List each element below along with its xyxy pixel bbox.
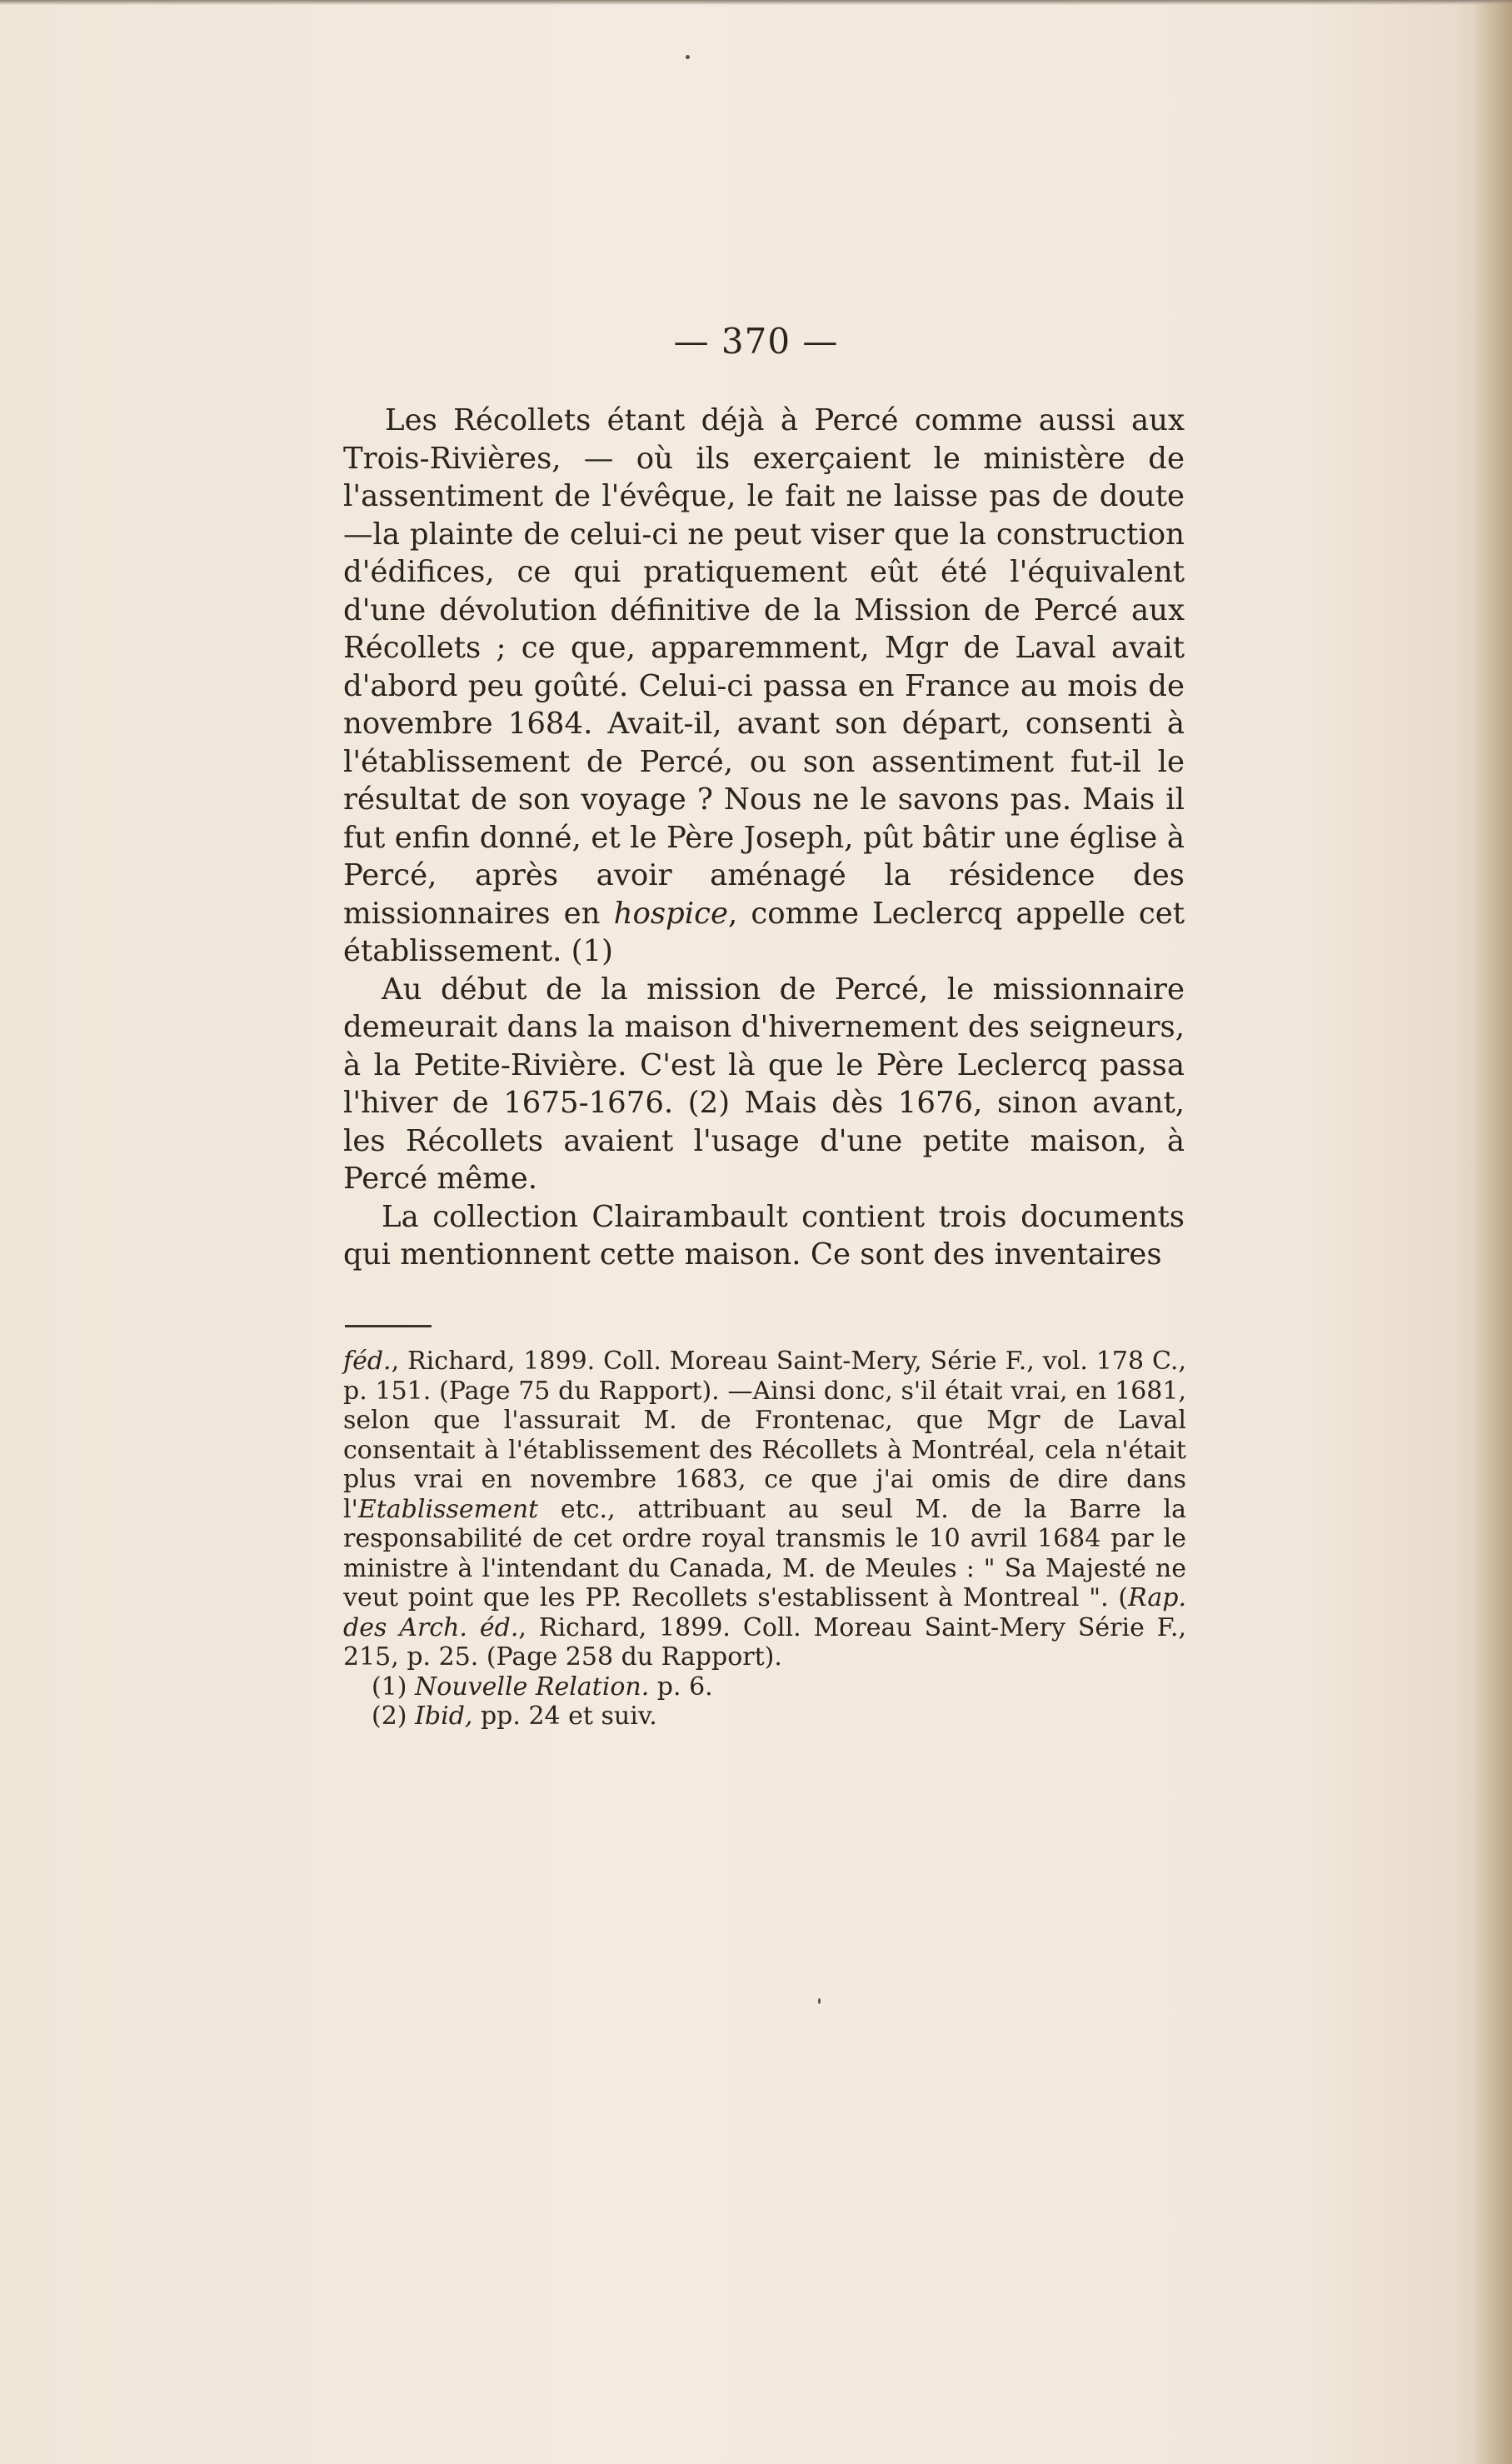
footnote-1 xyxy=(343,1672,1186,1702)
page-right-edge xyxy=(1472,0,1512,2464)
italic-term: Ibid, xyxy=(415,1702,473,1731)
italic-term: Nouvelle Relation. xyxy=(415,1672,650,1702)
footnotes xyxy=(343,1347,1186,1732)
italic-term: Rap. des Arch. éd. xyxy=(343,1583,1186,1642)
footnote-text: , Richard, 1899. Coll. Moreau Saint-Mery Série F., 215, p. 25. (Page 258 du Rapport). xyxy=(343,1612,1186,1672)
italic-term: Etablissement xyxy=(357,1494,539,1524)
italic-term: hospice xyxy=(613,896,729,931)
ink-speck xyxy=(818,1998,821,2004)
ink-speck xyxy=(686,55,690,59)
page-number: — 370 — xyxy=(673,321,839,362)
footnote-text: , Richard, 1899. Coll. Moreau Saint-Mery, Série F., vol. 178 C., p. 151. (Page 75 du Rapport). —Ainsi donc, s'il était vrai, en 1681, selon que l'assurait M. de Frontenac, que Mgr de Laval consentait à l'établissement des Récollets à Montréal, cela n'était plus vrai en novembre 1683, ce que j'ai omis de dire dans l' xyxy=(343,1347,1186,1524)
footnote-separator xyxy=(345,1325,432,1327)
italic-term: féd. xyxy=(343,1347,392,1376)
footnote-text: p. 6. xyxy=(649,1672,713,1702)
footnote-text: pp. 24 et suiv. xyxy=(472,1702,657,1731)
footnote-text: etc., attribuant au seul M. de la Barre la responsabilité de cet ordre royal transmis le 10 avril 1684 par le ministre à l'intendant du Canada, M. de Meules : " Sa Majesté ne veut point que les PP. Recollets s'establissent à Montreal ". ( xyxy=(343,1494,1186,1612)
top-edge xyxy=(0,0,1512,5)
paragraph xyxy=(343,402,1185,971)
footnote-2 xyxy=(343,1702,1186,1732)
footnote-continued xyxy=(343,1347,1186,1672)
footnote-marker: (2) xyxy=(372,1702,407,1731)
paragraph-text: Les Récollets étant déjà à Percé comme aussi aux Trois-Rivières, — où ils exerçaient le ministère de l'assentiment de l'évêque, le fait ne laisse pas de doute —la plainte de celui-ci ne peut viser que la construction d'édifices, ce qui pratiquement eût été l'équivalent d'une dévolution définitive de la Mission de Percé aux Récollets ; ce que, apparemment, Mgr de Laval avait d'abord peu goûté. Celui-ci passa en France au mois de novembre 1684. Avait-il, avant son départ, consenti à l'établissement de Percé, ou son assentiment fut-il le résultat de son voyage ? Nous ne le savons pas. Mais il fut enfin donné, et le Père Joseph, pût bâtir une église à Percé, après avoir aménagé la résidence des missionnaires en xyxy=(343,403,1185,931)
paragraph: La collection Clairambault contient trois documents qui mentionnent cette maison. Ce sont des inventaires xyxy=(343,1199,1185,1272)
paragraph-text: , comme Leclercq appelle cet établissement. (1) xyxy=(343,896,1185,968)
footnote-marker: (1) xyxy=(372,1672,407,1702)
body-text xyxy=(343,402,1185,1274)
paragraph: Au début de la mission de Percé, le missionnaire demeurait dans la maison d'hivernement des seigneurs, à la Petite-Rivière. C'est là que le Père Leclercq passa l'hiver de 1675-1676. (2) Mais dès 1676, sinon avant, les Récollets avaient l'usage d'une petite maison, à Percé même. xyxy=(343,972,1185,1196)
